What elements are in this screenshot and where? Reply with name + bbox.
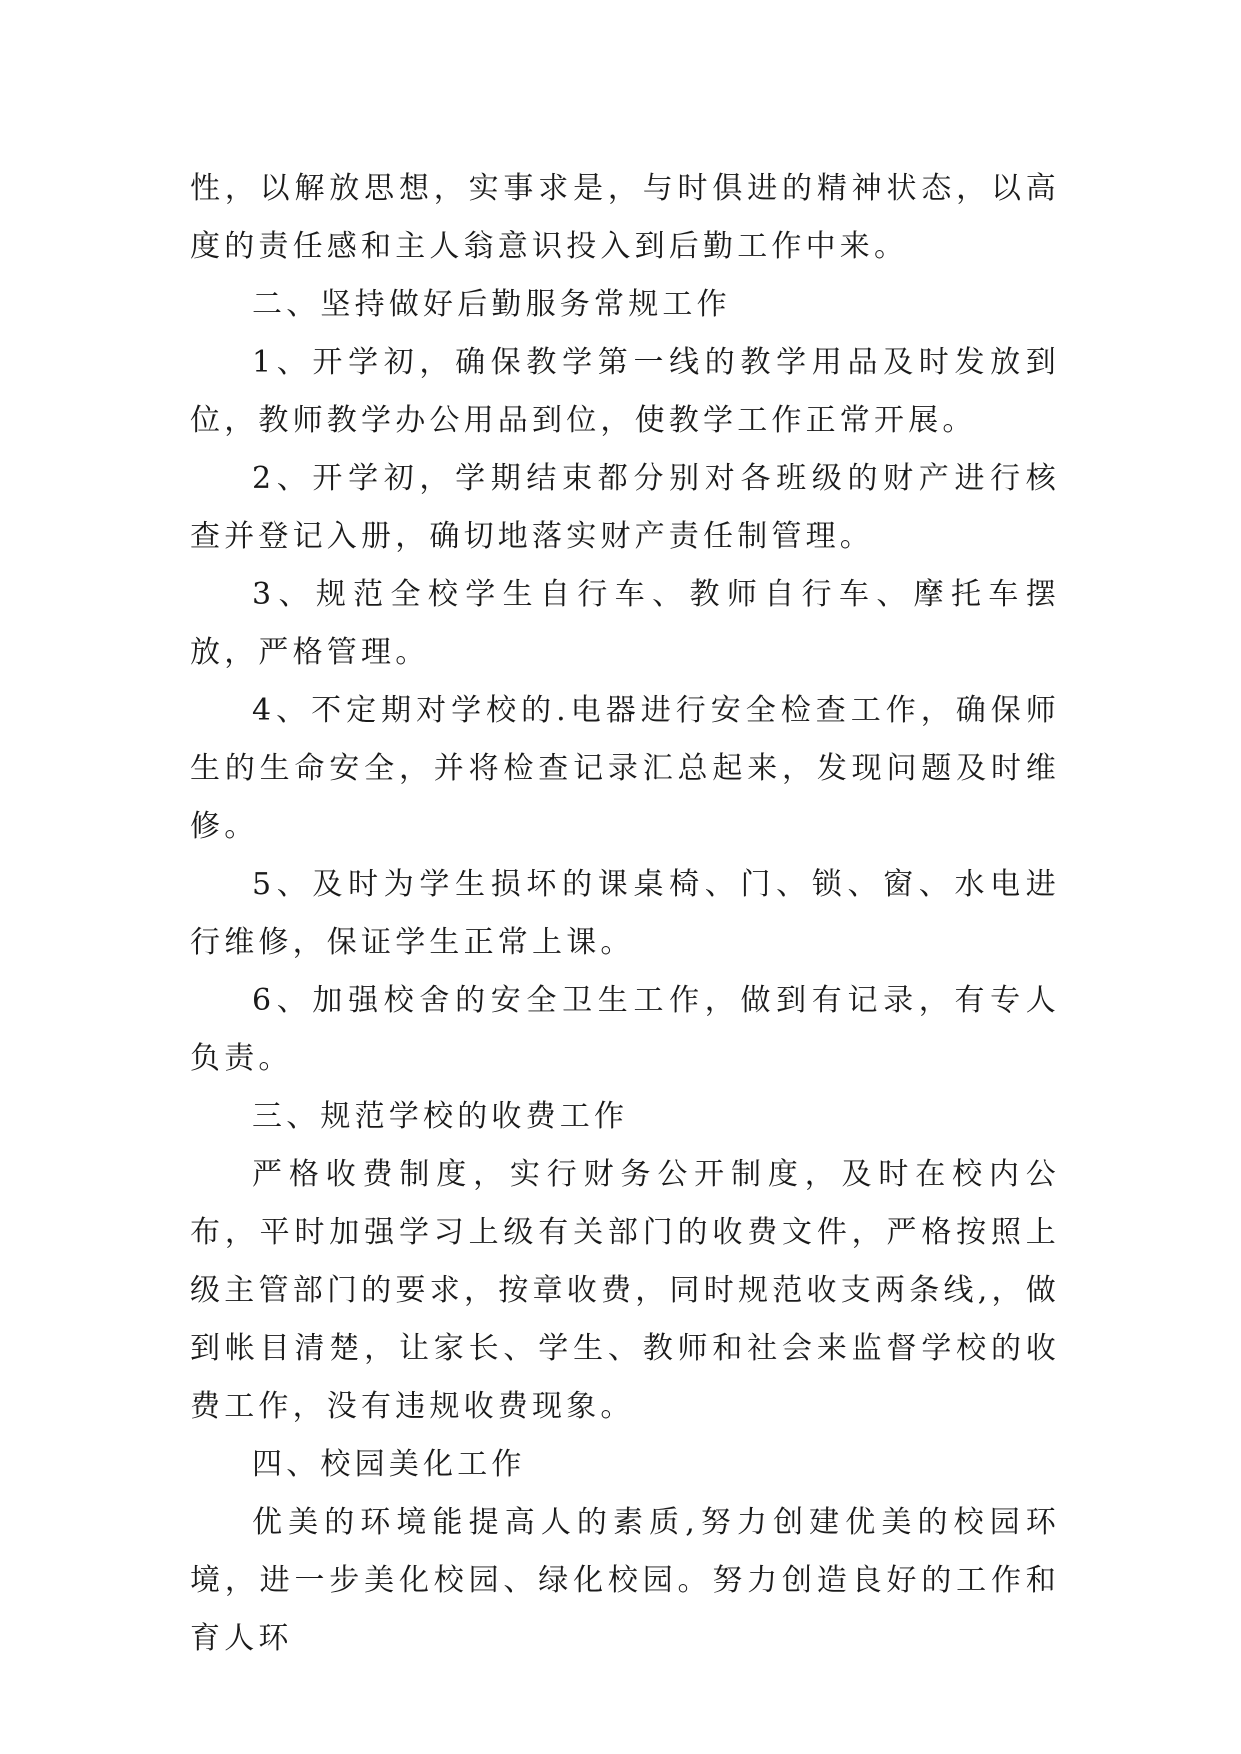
paragraph-campus: 优美的环境能提高人的素质,努力创建优美的校园环境，进一步美化校园、绿化校园。努力创造良好的工作和育人环	[190, 1505, 1060, 1656]
section-heading-2: 二、坚持做好后勤服务常规工作	[252, 287, 731, 322]
section-heading-4: 四、校园美化工作	[252, 1447, 526, 1482]
section-heading-3: 三、规范学校的收费工作	[252, 1099, 629, 1134]
paragraph-fees: 严格收费制度，实行财务公开制度，及时在校内公布，平时加强学习上级有关部门的收费文件，严格按照上级主管部门的要求，按章收费，同时规范收支两条线,，做到帐目清楚，让家长、学生、教师和社会来监督学校的收费工作，没有违规收费现象。	[190, 1157, 1060, 1424]
paragraph-continuation: 性，以解放思想，实事求是，与时俱进的精神状态，以高度的责任感和主人翁意识投入到后勤工作中来。	[190, 171, 1060, 264]
list-item-2: 2、开学初，学期结束都分别对各班级的财产进行核查并登记入册，确切地落实财产责任制管理。	[190, 461, 1060, 554]
list-item-6: 6、加强校舍的安全卫生工作，做到有记录，有专人负责。	[190, 983, 1060, 1076]
list-item-3: 3、规范全校学生自行车、教师自行车、摩托车摆放，严格管理。	[190, 577, 1060, 670]
document-body	[190, 160, 1060, 1668]
list-item-4: 4、不定期对学校的.电器进行安全检查工作，确保师生的生命安全，并将检查记录汇总起来，发现问题及时维修。	[190, 693, 1060, 844]
list-item-1: 1、开学初，确保教学第一线的教学用品及时发放到位，教师教学办公用品到位，使教学工作正常开展。	[190, 345, 1060, 438]
list-item-5: 5、及时为学生损坏的课桌椅、门、锁、窗、水电进行维修，保证学生正常上课。	[190, 867, 1060, 960]
